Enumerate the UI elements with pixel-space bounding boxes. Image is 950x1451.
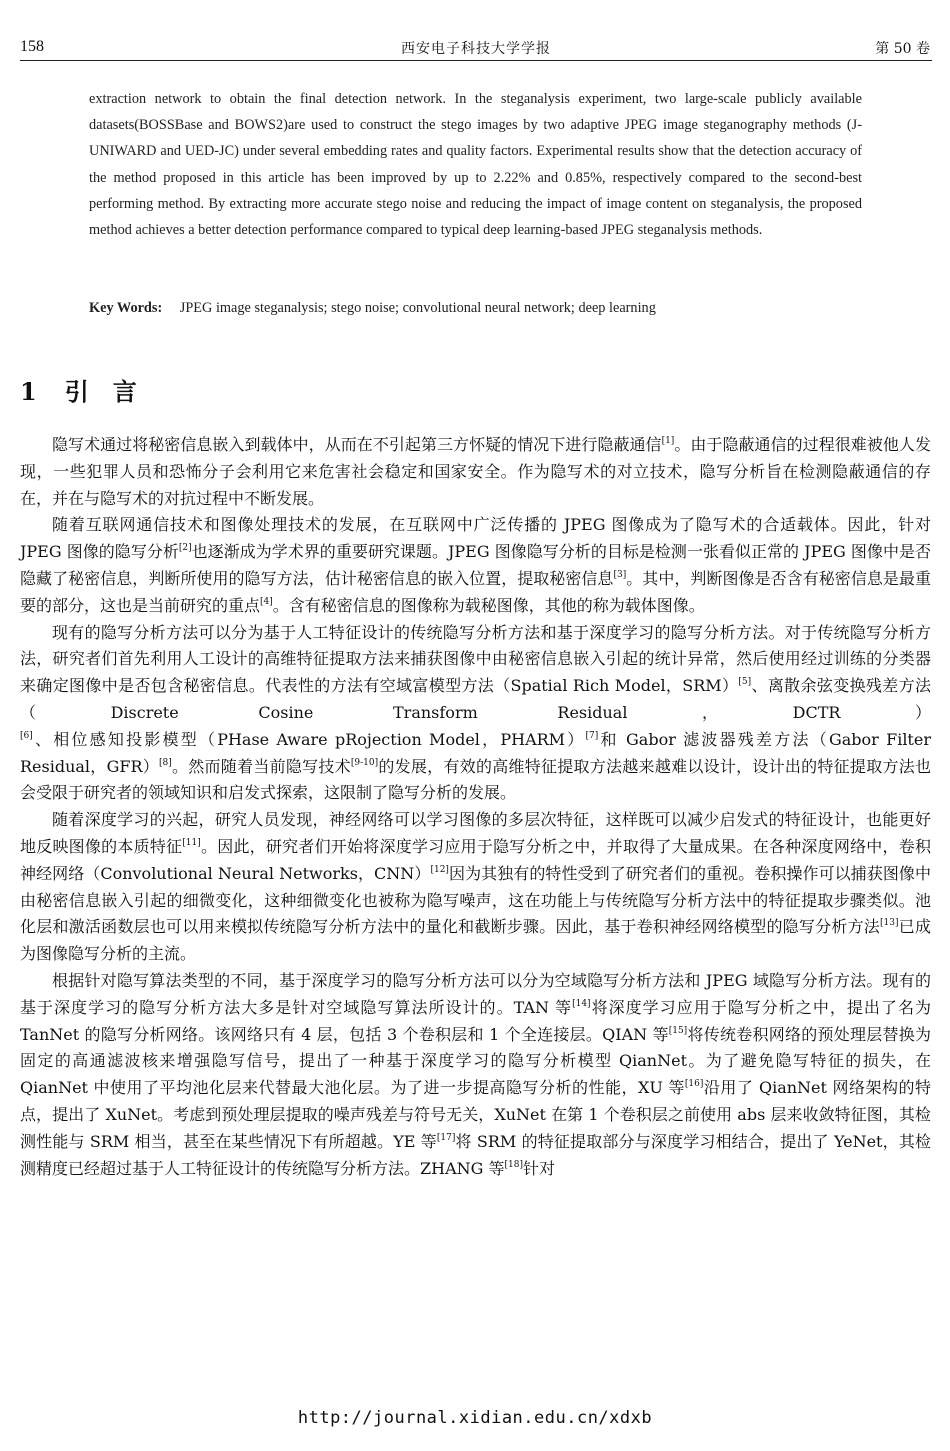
paragraph-text: 随着互联网通信技术和图像处理技术的发展，在互联网中广泛传播的 JPEG 图像成为了隐写术的合适载体。因此，针对 JPEG 图像的隐写分析 bbox=[20, 515, 931, 562]
paragraph-5 bbox=[20, 968, 931, 1182]
citation-ref: [14] bbox=[572, 998, 591, 1009]
paragraph-text: 隐写术通过将秘密信息嵌入到载体中，从而在不引起第三方怀疑的情况下进行隐蔽通信 bbox=[52, 435, 662, 454]
citation-ref: [18] bbox=[504, 1159, 523, 1170]
journal-title: 西安电子科技大学学报 bbox=[401, 41, 551, 57]
section-title-char-2: 言 bbox=[112, 377, 139, 406]
section-number: 1 bbox=[20, 377, 39, 406]
paragraph-text: 随着深度学习的兴起，研究人员发现，神经网络可以学习图像的多层次特征，这样既可以减少启发式的特征设计，也能更好地反映图像的本质特征 bbox=[20, 810, 931, 856]
paragraph-text: 。其中，判断图像是否含有秘密信息是最重要的部分，这也是当前研究的重点 bbox=[20, 568, 931, 615]
volume-label: 第 50 卷 bbox=[875, 41, 930, 57]
paragraph-text: 因为其独有的特性受到了研究者们的重视。卷积操作可以捕获图像中由秘密信息嵌入引起的细微变化，这种细微变化也被称为隐写噪声，这在功能上与传统隐写分析方法中的特征提取步骤类似。池化层和激活函数层也可以用来模拟传统隐写分析方法中的量化和截断步骤。因此，基于卷积神经网络模型的隐写分析方法 bbox=[20, 863, 931, 937]
paragraph-text: 、离散余弦变换残差方法（Discrete Cosine Transform Residual，DCTR） bbox=[20, 676, 931, 722]
citation-ref: [11] bbox=[182, 837, 201, 848]
citation-ref: [16] bbox=[684, 1079, 704, 1090]
section-title-char-1: 引 bbox=[64, 377, 91, 406]
running-header bbox=[20, 34, 932, 61]
citation-ref: [17] bbox=[436, 1132, 456, 1143]
citation-ref: [15] bbox=[668, 1025, 688, 1036]
citation-ref: [5] bbox=[738, 677, 752, 688]
paragraph-text: 。含有秘密信息的图像称为载秘图像，其他的称为载体图像。 bbox=[272, 595, 705, 615]
paragraph-text: 将传统卷积网络的预处理层替换为固定的高通滤波核来增强隐写信号，提出了一种基于深度学习的隐写分析模型 QianNet。为了避免隐写特征的损失，在 QianNet 中使用了平均池化层来代替最大池化层。为了进一步提高隐写分析的性能，XU 等 bbox=[20, 1024, 931, 1098]
body-text bbox=[20, 432, 931, 1182]
paragraph-text: 沿用了 QianNet 网络架构的特点，提出了 XuNet。考虑到预处理层提取的噪声残差与符号无关，XuNet 在第 1 个卷积层之前使用 abs 层来收敛特征图，其检测性能与 SRM 相当，甚至在某些情况下有所超越。YE 等 bbox=[20, 1078, 931, 1151]
paragraph-text: 将深度学习应用于隐写分析之中，提出了名为 TanNet 的隐写分析网络。该网络只有 4 层，包括 3 个卷积层和 1 个全连接层。QIAN 等 bbox=[20, 997, 931, 1044]
paragraph-1 bbox=[20, 432, 931, 512]
paragraph-3 bbox=[20, 620, 931, 808]
paragraph-text: 针对 bbox=[522, 1158, 555, 1178]
citation-ref: [6] bbox=[20, 730, 33, 741]
paragraph-text: 。因此，研究者们开始将深度学习应用于隐写分析之中，并取得了大量成果。在各种深度网络中，卷积神经网络（Convolutional Neural Networks，CNN） bbox=[20, 836, 931, 883]
paragraph-2 bbox=[20, 512, 931, 619]
footer-url: http://journal.xidian.edu.cn/xdxb bbox=[297, 1408, 653, 1428]
section-heading bbox=[20, 372, 139, 407]
keywords-text: JPEG image steganalysis; stego noise; convolutional neural network; deep learning bbox=[179, 300, 656, 316]
citation-ref: [2] bbox=[178, 543, 192, 554]
paragraph-text: 。由于隐蔽通信的过程很难被他人发现，一些犯罪人员和恐怖分子会利用它来危害社会稳定和国家安全。作为隐写术的对立技术，隐写分析旨在检测隐蔽通信的存在，并在与隐写术的对抗过程中不断发展。 bbox=[20, 435, 931, 508]
citation-ref: [3] bbox=[613, 569, 627, 580]
page-number: 158 bbox=[20, 38, 44, 55]
citation-ref: [8] bbox=[159, 757, 172, 768]
citation-ref: [12] bbox=[430, 864, 449, 875]
citation-ref: [9-10] bbox=[350, 757, 379, 768]
paragraph-text: 、相位感知投影模型（PHase Aware pRojection Model，PHARM） bbox=[32, 729, 586, 749]
paragraph-text: 的发展，有效的高维特征提取方法越来越难以设计，设计出的特征提取方法也会受限于研究者的领域知识和启发式探索，这限制了隐写分析的发展。 bbox=[20, 756, 931, 803]
abstract-text: extraction network to obtain the final detection network. In the steganalysis experiment, two large-scale publicly available datasets(BOSSBase and BOWS2)are used to construct the stego images by two adaptive JPEG image steganography methods (J-UNIWARD and UED-JC) under several embedding rates and quality factors. Experimental results show that the detection accuracy of the method proposed in this article has been improved by up to 2.22% and 0.85%, respectively compared to the second-best performing method. By extracting more accurate stego noise and reducing the impact of image content on steganalysis, the proposed method achieves a better detection performance compared to typical deep learning-based JPEG steganalysis methods. bbox=[89, 91, 862, 239]
keywords-label: Key Words: bbox=[89, 300, 163, 316]
paragraph-text: 根据针对隐写算法类型的不同，基于深度学习的隐写分析方法可以分为空域隐写分析方法和 JPEG 域隐写分析方法。现有的基于深度学习的隐写分析方法大多是针对空域隐写算法所设计的。TAN 等 bbox=[20, 970, 931, 1017]
citation-ref: [4] bbox=[260, 596, 273, 607]
paragraph-text: 现有的隐写分析方法可以分为基于人工特征设计的传统隐写分析方法和基于深度学习的隐写分析方法。对于传统隐写分析方法，研究者们首先利用人工设计的高维特征提取方法来捕获图像中由秘密信息嵌入引起的统计异常，然后使用经过训练的分类器来确定图像中是否包含秘密信息。代表性的方法有空域富模型方法（Spatial Rich Model，SRM） bbox=[20, 622, 931, 696]
citation-ref: [7] bbox=[585, 730, 599, 741]
paragraph-text: 已成为图像隐写分析的主流。 bbox=[20, 917, 931, 964]
paragraph-4 bbox=[20, 807, 931, 968]
paragraph-text: 和 Gabor 滤波器残差方法（Gabor Filter Residual，GFR） bbox=[20, 729, 931, 776]
paragraph-text: 也逐渐成为学术界的重要研究课题。JPEG 图像隐写分析的目标是检测一张看似正常的 JPEG 图像中是否隐藏了秘密信息，判断所使用的隐写方法，估计秘密信息的嵌入位置，提取秘密信息 bbox=[20, 542, 931, 588]
citation-ref: [13] bbox=[880, 918, 899, 929]
paragraph-text: 将 SRM 的特征提取部分与深度学习相结合，提出了 YeNet，其检测精度已经超过基于人工特征设计的传统隐写分析方法。ZHANG 等 bbox=[20, 1131, 931, 1178]
paragraph-text: 。然而随着当前隐写技术 bbox=[171, 756, 351, 776]
citation-ref: [1] bbox=[661, 436, 675, 446]
keywords bbox=[89, 295, 862, 321]
